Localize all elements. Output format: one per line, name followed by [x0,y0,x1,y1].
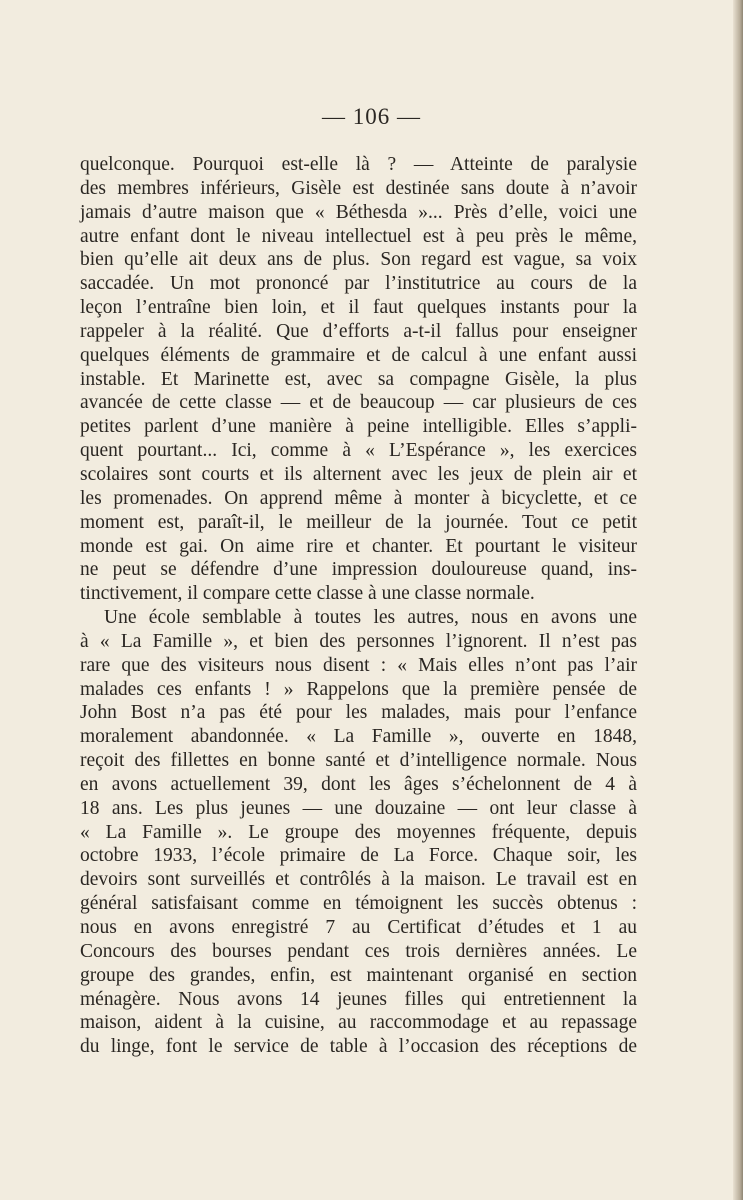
text-line: les promenades. On apprend même à monter à bicyclette, et ce [80,487,637,509]
text-line: bien qu’elle ait deux ans de plus. Son regard est vague, sa voix [80,249,637,271]
body-text [80,153,637,1059]
text-line: octobre 1933, l’école primaire de La Force. Chaque soir, les [80,845,637,867]
text-line: saccadée. Un mot prononcé par l’institutrice au cours de la [80,273,637,295]
text-line: maison, aident à la cuisine, au raccommodage et au repassage [80,1012,637,1034]
text-line: tinctivement, il compare cette classe à une classe normale. [80,583,535,605]
text-line: 18 ans. Les plus jeunes — une douzaine — ont leur classe à [80,797,637,819]
text-line: instable. Et Marinette est, avec sa compagne Gisèle, la plus [80,368,637,390]
text-line: des membres inférieurs, Gisèle est destinée sans doute à n’avoir [80,177,637,199]
text-line: devoirs sont surveillés et contrôlés à la maison. Le travail est en [80,869,637,891]
text-line: à « La Famille », et bien des personnes l’ignorent. Il n’est pas [80,630,637,652]
text-line: John Bost n’a pas été pour les malades, mais pour l’enfance [80,702,637,724]
text-line: avancée de cette classe — et de beaucoup — car plusieurs de ces [80,392,637,414]
text-line: quelques éléments de grammaire et de calcul à une enfant aussi [80,344,637,366]
text-line: nous en avons enregistré 7 au Certificat d’études et 1 au [80,917,637,938]
text-line: leçon l’entraîne bien loin, et il faut quelques instants pour la [80,297,637,319]
text-line: « La Famille ». Le groupe des moyennes fréquente, depuis [80,821,637,843]
text-line: du linge, font le service de table à l’occasion des réceptions de [80,1036,637,1058]
page-number: — 106 — [322,104,421,129]
text-line: jamais d’autre maison que « Béthesda »... Près d’elle, voici une [80,201,637,223]
text-line: moralement abandonnée. « La Famille », ouverte en 1848, [80,726,637,748]
text-line: général satisfaisant comme en témoignent les succès obtenus : [80,893,637,915]
text-line: ne peut se défendre d’une impression douloureuse quand, ins- [80,559,637,581]
text-line: groupe des grandes, enfin, est maintenant organisé en section [80,964,637,986]
text-line: ménagère. Nous avons 14 jeunes filles qui entretiennent la [80,988,637,1010]
text-line: monde est gai. On aime rire et chanter. Et pourtant le visiteur [80,535,637,557]
text-line: moment est, paraît-il, le meilleur de la journée. Tout ce petit [80,511,637,533]
text-line: rare que des visiteurs nous disent : « Mais elles n’ont pas l’air [80,654,637,676]
text-line: petites parlent d’une manière à peine intelligible. Elles s’appli- [80,416,637,438]
text-line: quelconque. Pourquoi est-elle là ? — Atteinte de paralysie [80,154,637,175]
text-line: rappeler à la réalité. Que d’efforts a-t-il fallus pour enseigner [80,320,637,342]
text-line: en avons actuellement 39, dont les âges s’échelonnent de 4 à [80,773,637,795]
text-line: Concours des bourses pendant ces trois dernières années. Le [80,940,637,962]
text-line: autre enfant dont le niveau intellectuel est à peu près le même, [80,225,637,247]
text-line: Une école semblable à toutes les autres, nous en avons une [104,607,637,629]
text-line: scolaires sont courts et ils alternent avec les jeux de plein air et [80,463,637,485]
text-line: quent pourtant... Ici, comme à « L’Espérance », les exercices [80,440,637,462]
text-line: reçoit des fillettes en bonne santé et d’intelligence normale. Nous [80,750,637,772]
page-edge-shadow [733,0,743,1200]
text-line: malades ces enfants ! » Rappelons que la première pensée de [80,678,637,700]
